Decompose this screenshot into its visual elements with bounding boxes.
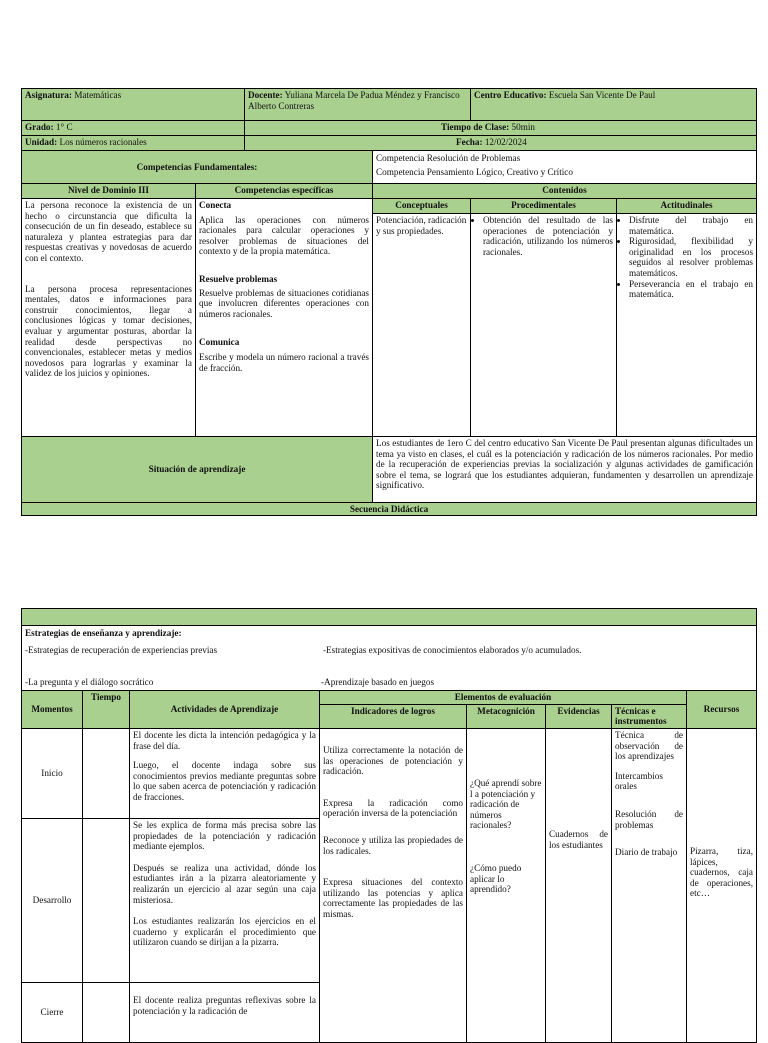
procedimentales-cell	[471, 214, 617, 437]
comunica-text: Escribe y modela un número racional a través de fracción.	[199, 351, 369, 373]
resuelve-text: Resuelve problemas de situaciones cotidianas que involucren diferentes operaciones con números racionales.	[199, 287, 369, 319]
tiempo-header: Tiempo	[83, 690, 130, 728]
actividades-header: Actividades de Aprendizaje	[130, 690, 320, 728]
docente-cell	[245, 89, 471, 121]
inicio-activity-2: Luego, el docente indaga sobre sus conocimientos previos mediante preguntas sobre lo que saben acerca de potenciación y radicación de fracciones.	[133, 760, 316, 802]
competencia-resolucion: Competencia Resolución de Problemas	[376, 153, 521, 163]
desarrollo-actividades	[130, 818, 320, 982]
estrategias-cell	[22, 626, 757, 691]
fecha-value: 12/02/2024	[484, 137, 527, 147]
conceptuales-cell	[373, 214, 471, 437]
situacion-label: Situación de aprendizaje	[22, 437, 373, 503]
indicador-1: Utiliza correctamente la notación de las operaciones de potenciación y radicación.	[323, 744, 463, 777]
actitudinales-cell	[617, 214, 757, 437]
cierre-tiempo	[83, 982, 130, 1042]
tecnicas-header: Técnicas e instrumentos	[612, 704, 687, 728]
planning-table	[21, 88, 757, 516]
desarrollo-cell: Desarrollo	[22, 818, 83, 982]
tecnicas-cell	[612, 728, 687, 1042]
centro-label: Centro Educativo:	[474, 90, 547, 100]
tiempo-value: 50min	[511, 122, 536, 132]
nivel-dominio-cell	[22, 199, 196, 437]
indicadores-cell	[320, 728, 467, 1042]
conecta-title: Conecta	[199, 200, 232, 210]
tecnica-2: Intercambios orales	[615, 770, 663, 792]
unidad-value: Los números racionales	[59, 137, 147, 147]
metacognicion-header: Metacognición	[467, 704, 546, 728]
desarrollo-tiempo	[83, 818, 130, 982]
indicador-2: Expresa la radicación como operación inversa de la potenciación	[323, 797, 463, 819]
estrategias-title: Estrategias de enseñanza y aprendizaje:	[25, 628, 182, 638]
competencias-especificas-cell	[196, 199, 373, 437]
situacion-text: Los estudiantes de 1ero C del centro educativo San Vicente De Paul presentan algunas dificultades un tema ya visto en clases, el cuál es la potenciación y radicación de los números racionales. Por medio de la recuperación de experiencias previas la socialización y algunas actividades de gamificación sobre el tema, se logrará que los estudiantes adquieran, fundamenten y desarrollen un aprendizaje significativo.	[373, 437, 757, 503]
actitudinal-item: • Perseverancia en el trabajo en matemática.	[629, 279, 753, 300]
centro-value: Escuela San Vicente De Paul	[548, 90, 656, 100]
inicio-cell: Inicio	[22, 728, 83, 818]
centro-cell	[471, 89, 757, 121]
metacognicion-2: ¿Cómo puedo aplicar lo aprendido?	[470, 862, 522, 895]
comunica-title: Comunica	[199, 337, 240, 348]
estrategia-1: -Estrategias de recuperación de experiencias previas	[25, 644, 218, 655]
asignatura-value: Matemáticas	[74, 90, 122, 100]
sequence-table	[21, 608, 757, 1043]
competencia-pensamiento: Competencia Pensamiento Lógico, Creativo y Crítico	[376, 166, 573, 177]
estrategia-3: -La pregunta y el diálogo socrático	[25, 677, 154, 688]
conecta-text: Aplica las operaciones con números racionales para calcular operaciones y resolver problemas de situaciones del contexto y de la propia matemática.	[199, 214, 369, 257]
tiempo-cell	[245, 121, 757, 136]
tecnica-3: Resolución de problemas	[615, 808, 683, 830]
indicadores-header: Indicadores de logros	[320, 704, 467, 728]
actitudinal-item: • Disfrute del trabajo en matemática.	[629, 215, 753, 236]
evidencias-cell: Cuadernos de los estudiantes	[546, 728, 612, 1042]
grado-label: Grado:	[25, 122, 54, 132]
inicio-tiempo	[83, 728, 130, 818]
grado-cell	[22, 121, 245, 136]
procedimentales-header: Procedimentales	[471, 199, 617, 214]
indicador-3: Reconoce y utiliza las propiedades de los radicales.	[323, 834, 463, 856]
inicio-activity-1: El docente les dicta la intención pedagógica y la frase del día.	[133, 729, 316, 751]
contenidos-header: Contenidos	[373, 184, 757, 199]
momentos-header: Momentos	[22, 690, 83, 728]
fecha-label: Fecha:	[456, 137, 483, 147]
desarrollo-activity-1: Se les explica de forma más precisa sobre las propiedades de la potenciación y radicación mediante ejemplos.	[133, 819, 316, 852]
docente-label: Docente:	[248, 90, 283, 100]
cierre-cell: Cierre	[22, 982, 83, 1042]
fecha-cell	[245, 136, 757, 151]
competencias-list	[373, 151, 757, 184]
inicio-actividades	[130, 728, 320, 818]
recursos-cell: Pizarra, tiza, lápices, cuadernos, caja de operaciones, etc…	[687, 728, 757, 1042]
cierre-activity-1: El docente realiza preguntas reflexivas sobre la potenciación y la radicación de	[133, 994, 316, 1016]
actitudinales-header: Actitudinales	[617, 199, 757, 214]
conceptuales-header: Conceptuales	[373, 199, 471, 214]
asignatura-cell	[22, 89, 245, 121]
procedimental-item: • Obtención del resultado de las operaciones de potenciación y radicación, utilizando los números racionales.	[483, 215, 613, 257]
evidencias-header: Evidencias	[546, 704, 612, 728]
asignatura-label: Asignatura:	[25, 90, 72, 100]
nivel-paragraph-1: La persona reconoce la existencia de un hecho o circunstancia que dificulta la consecución de un fin deseado, establece su naturaleza y plantea estrategias para dar respuestas creativas y novedosas de acuerdo con el contexto.	[25, 200, 192, 263]
sequence-top-band	[22, 609, 757, 626]
actitudinal-item: • Rigurosidad, flexibilidad y originalidad en los procesos seguidos al resolver problemas matemáticos.	[629, 236, 753, 278]
tecnica-1: Técnica de observación de los aprendizajes	[615, 729, 683, 762]
docente-value: Yuliana Marcela De Padua Méndez y Francisco Alberto Contreras	[248, 90, 460, 111]
estrategia-4: -Aprendizaje basado en juegos	[321, 677, 435, 688]
desarrollo-activity-2: Después se realiza una actividad, dónde los estudiantes irán a la pizarra aleatoriamente y realizarán un ejercicio al azar según una caja misteriosa.	[133, 862, 316, 905]
metacognicion-1: ¿Qué aprendí sobre l a potenciación y radicación de números racionales?	[470, 777, 542, 831]
conceptual-text: Potenciación, radicación y sus propiedades.	[376, 215, 467, 236]
unidad-cell	[22, 136, 245, 151]
competencias-fundamentales-header: Competencias Fundamentales:	[22, 151, 373, 184]
cierre-actividades	[130, 982, 320, 1042]
nivel-paragraph-2: La persona procesa representaciones mentales, datos e informaciones para construir conocimientos, llegar a conclusiones lógicas y tomar decisiones, evaluar y argumentar posturas, abordar la realidad desde perspectivas no convencionales, establecer metas y medios novedosos para lograrlas y examinar la validez de los juicios y opiniones.	[25, 283, 192, 379]
estrategia-2: -Estrategias expositivas de conocimientos elaborados y/o acumulados.	[323, 644, 582, 655]
metacognicion-cell	[467, 728, 546, 1042]
indicador-4: Expresa situaciones del contexto utilizando las potencias y aplica correctamente las propiedades de las mismas.	[323, 877, 463, 919]
recursos-header: Recursos	[687, 690, 757, 728]
resuelve-title: Resuelve problemas	[199, 273, 278, 284]
competencias-especificas-header: Competencias específicas	[196, 184, 373, 199]
grado-value: 1° C	[55, 122, 73, 132]
secuencia-didactica-header: Secuencia Didáctica	[22, 503, 757, 516]
desarrollo-activity-3: Los estudiantes realizarán los ejercicios en el cuaderno y explicarán el procedimiento que utilizaron cuando se dirijan a la pizarra.	[133, 916, 316, 948]
tecnica-4: Diario de trabajo	[615, 847, 678, 858]
elementos-header: Elementos de evaluación	[320, 690, 687, 704]
unidad-label: Unidad:	[25, 137, 58, 147]
tiempo-label: Tiempo de Clase:	[441, 122, 510, 132]
nivel-dominio-header: Nivel de Dominio III	[22, 184, 196, 199]
